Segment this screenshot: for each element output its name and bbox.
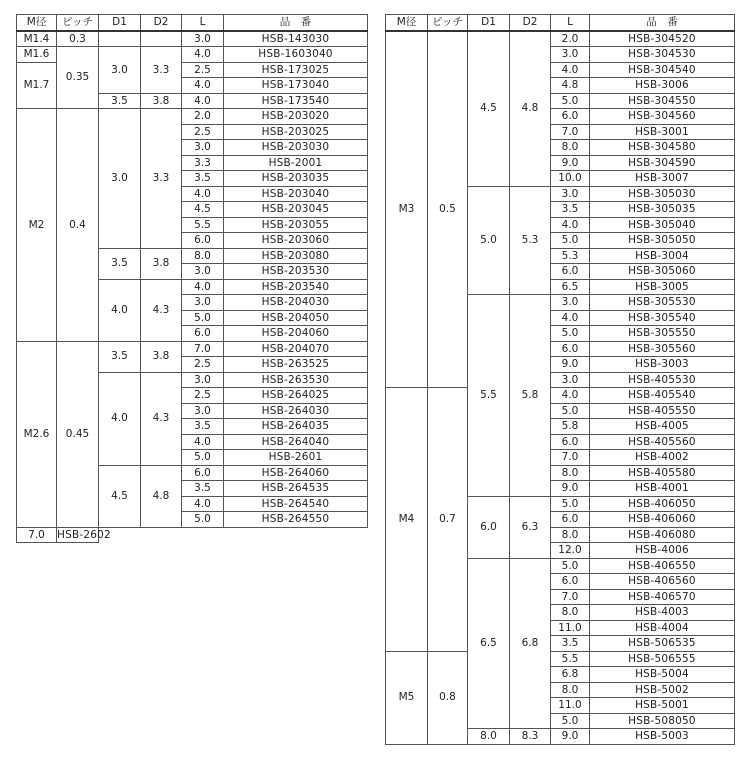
length-cell: 4.5 — [182, 202, 224, 218]
length-cell: 7.0 — [17, 527, 57, 543]
table-row — [17, 31, 368, 47]
part-number-cell: HSB-506535 — [590, 636, 735, 652]
part-number-cell: HSB-203060 — [224, 233, 368, 249]
length-cell: 10.0 — [551, 171, 590, 187]
part-number-cell: HSB-5004 — [590, 667, 735, 683]
part-number-cell: HSB-204050 — [224, 310, 368, 326]
pitch-cell: 0.8 — [428, 651, 468, 744]
length-cell: 3.0 — [551, 47, 590, 63]
table-row — [386, 31, 735, 47]
d1-cell: 3.5 — [99, 341, 141, 372]
part-number-cell: HSB-3004 — [590, 248, 735, 264]
length-cell: 4.0 — [182, 496, 224, 512]
part-number-cell: HSB-406080 — [590, 527, 735, 543]
length-cell: 4.0 — [551, 217, 590, 233]
part-number-cell: HSB-263530 — [224, 372, 368, 388]
part-number-cell: HSB-203035 — [224, 171, 368, 187]
part-number-cell: HSB-203530 — [224, 264, 368, 280]
d1-cell: 8.0 — [468, 729, 510, 745]
length-cell: 9.0 — [551, 729, 590, 745]
d2-cell: 4.8 — [510, 31, 551, 187]
part-number-cell: HSB-3005 — [590, 279, 735, 295]
length-cell: 9.0 — [551, 155, 590, 171]
part-number-cell: HSB-405560 — [590, 434, 735, 450]
m-diameter-cell: M5 — [386, 651, 428, 744]
length-cell: 6.0 — [182, 233, 224, 249]
m-diameter-cell: M1.4 — [17, 31, 57, 47]
length-cell: 7.0 — [551, 450, 590, 466]
header-part-number: 品 番 — [590, 15, 735, 31]
part-number-cell: HSB-4002 — [590, 450, 735, 466]
part-number-cell: HSB-203080 — [224, 248, 368, 264]
part-number-cell: HSB-203020 — [224, 109, 368, 125]
length-cell: 8.0 — [551, 140, 590, 156]
length-cell: 8.0 — [551, 465, 590, 481]
header-d2: D2 — [510, 15, 551, 31]
part-number-cell: HSB-1603040 — [224, 47, 368, 63]
length-cell: 6.0 — [551, 574, 590, 590]
length-cell: 5.0 — [551, 93, 590, 109]
spec-table-body — [17, 31, 368, 543]
part-number-cell: HSB-173540 — [224, 93, 368, 109]
part-number-cell: HSB-405540 — [590, 388, 735, 404]
part-number-cell: HSB-264030 — [224, 403, 368, 419]
header-pitch: ピッチ — [57, 15, 99, 31]
d2-cell: 5.8 — [510, 295, 551, 497]
part-number-cell: HSB-204070 — [224, 341, 368, 357]
part-number-cell: HSB-173040 — [224, 78, 368, 94]
length-cell: 5.0 — [551, 233, 590, 249]
d1-cell: 5.0 — [468, 186, 510, 295]
d2-cell — [141, 31, 182, 47]
length-cell: 4.0 — [182, 279, 224, 295]
table-row — [386, 651, 735, 667]
d2-cell: 4.3 — [141, 279, 182, 341]
m-diameter-cell: M3 — [386, 31, 428, 388]
part-number-cell: HSB-5003 — [590, 729, 735, 745]
length-cell: 3.0 — [182, 264, 224, 280]
length-cell: 4.0 — [182, 186, 224, 202]
d1-cell: 3.5 — [99, 248, 141, 279]
pitch-cell: 0.7 — [428, 388, 468, 652]
header-m-diameter: M径 — [386, 15, 428, 31]
d1-cell: 5.5 — [468, 295, 510, 497]
length-cell: 2.5 — [182, 357, 224, 373]
length-cell: 11.0 — [551, 698, 590, 714]
part-number-cell: HSB-264550 — [224, 512, 368, 528]
length-cell: 5.0 — [182, 450, 224, 466]
part-number-cell: HSB-304540 — [590, 62, 735, 78]
part-number-cell: HSB-264060 — [224, 465, 368, 481]
part-number-cell: HSB-4006 — [590, 543, 735, 559]
length-cell: 5.0 — [551, 403, 590, 419]
d1-cell: 3.0 — [99, 47, 141, 94]
part-number-cell: HSB-305560 — [590, 341, 735, 357]
part-number-cell: HSB-305030 — [590, 186, 735, 202]
d1-cell: 4.5 — [99, 465, 141, 527]
length-cell: 8.0 — [551, 605, 590, 621]
d1-cell: 3.5 — [99, 93, 141, 109]
header-row — [17, 15, 368, 31]
length-cell: 6.0 — [551, 512, 590, 528]
header-d1: D1 — [99, 15, 141, 31]
table-row — [386, 388, 735, 404]
part-number-cell: HSB-203045 — [224, 202, 368, 218]
length-cell: 6.0 — [551, 341, 590, 357]
header-m-diameter: M径 — [17, 15, 57, 31]
length-cell: 5.8 — [551, 419, 590, 435]
length-cell: 2.0 — [182, 109, 224, 125]
length-cell: 5.5 — [551, 651, 590, 667]
part-number-cell: HSB-3006 — [590, 78, 735, 94]
d1-cell: 4.5 — [468, 31, 510, 187]
d2-cell: 6.3 — [510, 496, 551, 558]
header-part-number: 品 番 — [224, 15, 368, 31]
d2-cell: 3.3 — [141, 109, 182, 249]
part-number-cell: HSB-203540 — [224, 279, 368, 295]
part-number-cell: HSB-304560 — [590, 109, 735, 125]
length-cell: 4.0 — [182, 47, 224, 63]
d1-cell: 6.0 — [468, 496, 510, 558]
spec-table-body — [386, 31, 735, 745]
length-cell: 6.0 — [551, 109, 590, 125]
part-number-cell: HSB-406560 — [590, 574, 735, 590]
length-cell: 8.0 — [551, 527, 590, 543]
length-cell: 7.0 — [551, 589, 590, 605]
part-number-cell: HSB-264540 — [224, 496, 368, 512]
part-number-cell: HSB-3003 — [590, 357, 735, 373]
pitch-cell: 0.5 — [428, 31, 468, 388]
part-number-cell: HSB-4003 — [590, 605, 735, 621]
length-cell: 4.0 — [551, 310, 590, 326]
length-cell: 2.5 — [182, 388, 224, 404]
part-number-cell: HSB-305530 — [590, 295, 735, 311]
d2-cell: 8.3 — [510, 729, 551, 745]
part-number-cell: HSB-204030 — [224, 295, 368, 311]
part-number-cell: HSB-4004 — [590, 620, 735, 636]
d2-cell: 4.3 — [141, 372, 182, 465]
part-number-cell: HSB-508050 — [590, 713, 735, 729]
length-cell: 3.0 — [182, 372, 224, 388]
m-diameter-cell: M1.6 — [17, 47, 57, 63]
part-number-cell: HSB-5001 — [590, 698, 735, 714]
header-length: L — [551, 15, 590, 31]
header-length: L — [182, 15, 224, 31]
pitch-cell: 0.35 — [57, 47, 99, 109]
length-cell: 3.0 — [182, 31, 224, 47]
m-diameter-cell: M2 — [17, 109, 57, 342]
m-diameter-cell: M4 — [386, 388, 428, 652]
d1-cell — [99, 31, 141, 47]
part-number-cell: HSB-264025 — [224, 388, 368, 404]
part-number-cell: HSB-3001 — [590, 124, 735, 140]
length-cell: 4.0 — [551, 62, 590, 78]
length-cell: 3.0 — [182, 295, 224, 311]
part-number-cell: HSB-3007 — [590, 171, 735, 187]
length-cell: 6.0 — [182, 465, 224, 481]
length-cell: 5.0 — [551, 326, 590, 342]
length-cell: 6.0 — [182, 326, 224, 342]
length-cell: 5.0 — [551, 713, 590, 729]
length-cell: 2.0 — [551, 31, 590, 47]
d2-cell: 3.8 — [141, 93, 182, 109]
length-cell: 7.0 — [551, 124, 590, 140]
header-d2: D2 — [141, 15, 182, 31]
part-number-cell: HSB-4001 — [590, 481, 735, 497]
part-number-cell: HSB-173025 — [224, 62, 368, 78]
length-cell: 3.0 — [551, 295, 590, 311]
length-cell: 6.8 — [551, 667, 590, 683]
d2-cell: 3.8 — [141, 341, 182, 372]
part-number-cell: HSB-305550 — [590, 326, 735, 342]
length-cell: 3.5 — [551, 636, 590, 652]
d1-cell: 6.5 — [468, 558, 510, 729]
part-number-cell: HSB-405580 — [590, 465, 735, 481]
d2-cell: 5.3 — [510, 186, 551, 295]
part-number-cell: HSB-4005 — [590, 419, 735, 435]
part-number-cell: HSB-406050 — [590, 496, 735, 512]
header-pitch: ピッチ — [428, 15, 468, 31]
part-number-cell: HSB-305540 — [590, 310, 735, 326]
length-cell: 3.5 — [182, 419, 224, 435]
length-cell: 4.0 — [182, 434, 224, 450]
length-cell: 8.0 — [182, 248, 224, 264]
length-cell: 5.0 — [182, 310, 224, 326]
length-cell: 5.0 — [551, 496, 590, 512]
d1-cell: 4.0 — [99, 279, 141, 341]
d2-cell: 6.8 — [510, 558, 551, 729]
part-number-cell: HSB-143030 — [224, 31, 368, 47]
part-number-cell: HSB-405550 — [590, 403, 735, 419]
part-number-cell: HSB-304550 — [590, 93, 735, 109]
length-cell: 3.0 — [182, 403, 224, 419]
m-diameter-cell: M2.6 — [17, 341, 57, 527]
part-number-cell: HSB-406570 — [590, 589, 735, 605]
part-number-cell: HSB-304590 — [590, 155, 735, 171]
part-number-cell: HSB-203055 — [224, 217, 368, 233]
part-number-cell: HSB-304530 — [590, 47, 735, 63]
length-cell: 4.0 — [182, 78, 224, 94]
part-number-cell: HSB-203025 — [224, 124, 368, 140]
length-cell: 2.5 — [182, 124, 224, 140]
part-number-cell: HSB-305040 — [590, 217, 735, 233]
pitch-cell: 0.45 — [57, 341, 99, 527]
pitch-cell: 0.3 — [57, 31, 99, 47]
part-number-cell: HSB-305035 — [590, 202, 735, 218]
header-d1: D1 — [468, 15, 510, 31]
length-cell: 8.0 — [551, 682, 590, 698]
d2-cell: 3.3 — [141, 47, 182, 94]
part-number-cell: HSB-263525 — [224, 357, 368, 373]
part-number-cell: HSB-2001 — [224, 155, 368, 171]
table-row — [17, 47, 368, 63]
length-cell: 6.0 — [551, 434, 590, 450]
d2-cell: 4.8 — [141, 465, 182, 527]
part-number-cell: HSB-2601 — [224, 450, 368, 466]
part-number-cell: HSB-506555 — [590, 651, 735, 667]
part-number-cell: HSB-406550 — [590, 558, 735, 574]
length-cell: 3.5 — [182, 171, 224, 187]
length-cell: 4.8 — [551, 78, 590, 94]
length-cell: 4.0 — [182, 93, 224, 109]
length-cell: 11.0 — [551, 620, 590, 636]
length-cell: 5.3 — [551, 248, 590, 264]
part-number-cell: HSB-2602 — [57, 528, 111, 541]
length-cell: 5.0 — [551, 558, 590, 574]
length-cell: 6.5 — [551, 279, 590, 295]
part-number-cell: HSB-203040 — [224, 186, 368, 202]
pitch-cell: 0.4 — [57, 109, 99, 342]
part-number-cell: HSB-204060 — [224, 326, 368, 342]
part-number-cell: HSB-5002 — [590, 682, 735, 698]
table-row — [17, 109, 368, 125]
spec-table-left — [16, 14, 368, 543]
part-number-cell: HSB-305050 — [590, 233, 735, 249]
part-number-cell: HSB-406060 — [590, 512, 735, 528]
d1-cell: 4.0 — [99, 372, 141, 465]
table-row — [17, 527, 368, 543]
d2-cell: 3.8 — [141, 248, 182, 279]
length-cell: 3.5 — [182, 481, 224, 497]
part-number-cell: HSB-305060 — [590, 264, 735, 280]
part-number-cell: HSB-264535 — [224, 481, 368, 497]
length-cell: 9.0 — [551, 481, 590, 497]
part-number-cell: HSB-405530 — [590, 372, 735, 388]
length-cell: 5.5 — [182, 217, 224, 233]
length-cell: 9.0 — [551, 357, 590, 373]
part-number-cell: HSB-304520 — [590, 31, 735, 47]
length-cell: 6.0 — [551, 264, 590, 280]
length-cell: 5.0 — [182, 512, 224, 528]
header-row — [386, 15, 735, 31]
length-cell: 7.0 — [182, 341, 224, 357]
length-cell: 4.0 — [551, 388, 590, 404]
length-cell: 3.0 — [182, 140, 224, 156]
spec-table-right — [385, 14, 735, 745]
table-row — [17, 341, 368, 357]
d1-cell: 3.0 — [99, 109, 141, 249]
part-number-cell: HSB-203030 — [224, 140, 368, 156]
length-cell: 3.0 — [551, 372, 590, 388]
length-cell: 3.0 — [551, 186, 590, 202]
part-number-cell: HSB-264040 — [224, 434, 368, 450]
length-cell: 2.5 — [182, 62, 224, 78]
length-cell: 3.3 — [182, 155, 224, 171]
length-cell: 12.0 — [551, 543, 590, 559]
part-number-cell: HSB-264035 — [224, 419, 368, 435]
length-cell: 3.5 — [551, 202, 590, 218]
m-diameter-cell: M1.7 — [17, 62, 57, 109]
part-number-cell: HSB-304580 — [590, 140, 735, 156]
